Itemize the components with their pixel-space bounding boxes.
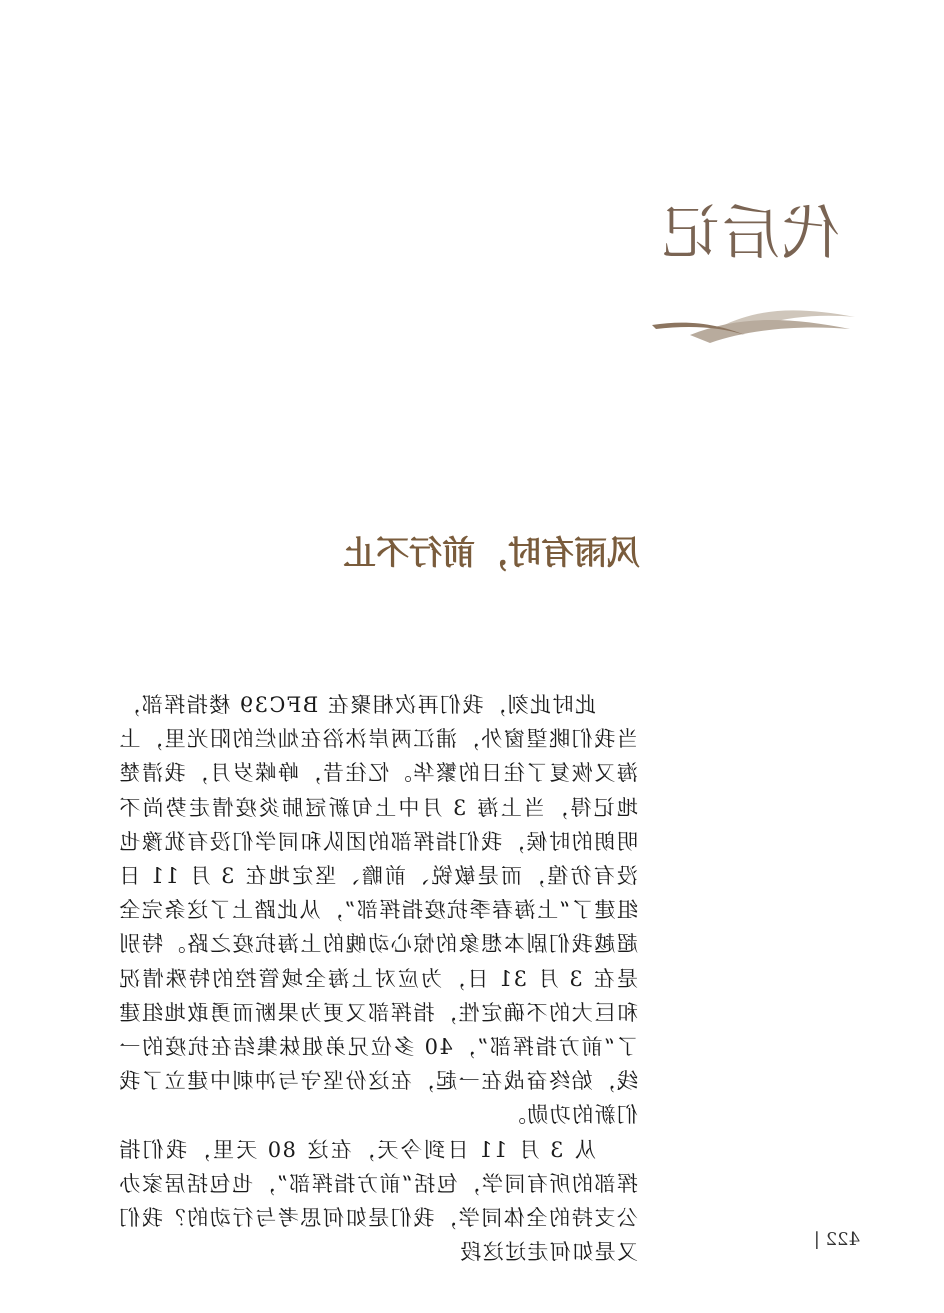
chapter-title: 代后记 [659, 199, 840, 267]
wave-mid-stroke [690, 320, 850, 343]
article-subtitle: 风雨有时，前行不止 [343, 533, 640, 572]
page-number: 422 | [813, 1229, 860, 1250]
decorative-wave-icon [650, 305, 860, 350]
paragraph-1: 此时此刻，我们再次相聚在 BFC39 楼指挥部，当我们眺望窗外，浦江两岸沐浴在灿烂的阳光里，上海又恢复了往日的繁华。忆往昔，峥嵘岁月，我清楚地记得，当上海 3 月中上旬新冠肺炎疫情走势尚不明朗的时候，我们指挥部的团队和同学们没有犹豫也没有彷徨，而是敏锐、前瞻、坚定地在 3 月 11 日组建了“上海春季抗疫指挥部”，从此踏上了这条完全超越我们剧本想象的惊心动魄的上海抗疫之路。特别是在 3 月 31 日，为应对上海全域管控的特殊情况和巨大的不确定性，指挥部又更为果断而勇敢地组建了“前方指挥部”，40 多位兄弟姐妹集结在抗疫的一线，始终奋战在一起，在这份坚守与冲刺中建立了我们新的功勋。 [118, 693, 638, 1128]
article-body [118, 688, 638, 1269]
paragraph-2: 从 3 月 11 日到今天，在这 80 天里，我们指挥部的所有同学，包括“前方指挥部”，也包括居家办公支持的全体同学，我们是如何思考与行动的？我们又是如何走过这段 [118, 1137, 638, 1265]
